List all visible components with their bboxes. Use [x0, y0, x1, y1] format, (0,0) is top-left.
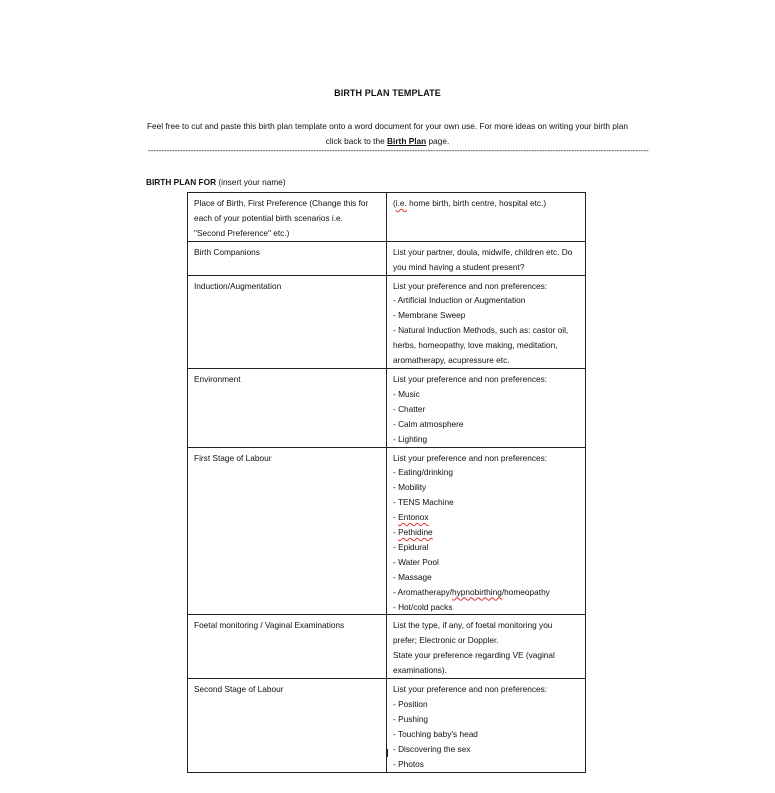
cell-line: - Membrane Sweep	[393, 310, 466, 321]
cell-line: List your partner, doula, midwife, children etc. Do	[393, 246, 573, 257]
cell-line: (i.e. home birth, birth centre, hospital etc.)	[393, 198, 547, 208]
cell-line: - Pethidine	[393, 527, 433, 538]
row-label-cell	[188, 679, 387, 772]
document-title: BIRTH PLAN TEMPLATE	[334, 88, 441, 98]
cell-line: examinations).	[393, 665, 447, 676]
cell-line: List your preference and non preferences:	[393, 684, 548, 695]
cell-line: prefer; Electronic or Doppler.	[393, 635, 499, 646]
peek-divider	[387, 749, 388, 757]
cell-line: you mind having a student present?	[393, 261, 525, 272]
cell-line: - Hot/cold packs	[393, 601, 453, 612]
cell-line: - Lighting	[393, 433, 428, 444]
table-row	[188, 679, 586, 772]
cell-line: - Pushing	[393, 713, 429, 724]
cell-line: First Stage of Labour	[194, 452, 272, 463]
dashed-divider: --------------------------------------------------------------------------------------------------------------------------------------------------------------------------------------------	[148, 146, 649, 155]
plan-for-hint: (insert your name)	[216, 177, 286, 187]
cell-line: Environment	[194, 373, 241, 384]
row-label-cell	[188, 447, 387, 615]
birth-plan-for-heading	[146, 177, 286, 187]
intro-paragraph	[140, 119, 635, 149]
cell-line: List your preference and non preferences:	[393, 452, 548, 463]
row-label-cell	[188, 615, 387, 679]
row-detail-cell	[387, 679, 586, 772]
intro-suffix: page.	[426, 136, 450, 146]
plan-for-label: BIRTH PLAN FOR	[146, 177, 217, 187]
cell-line: List your preference and non preferences:	[393, 280, 548, 291]
table-row	[188, 368, 586, 447]
cell-line: - Music	[393, 388, 420, 399]
row-detail-cell	[387, 275, 586, 368]
cell-line: List the type, if any, of foetal monitoring you	[393, 620, 553, 631]
cell-line: - Calm atmosphere	[393, 418, 464, 429]
cell-line: - Discovering the sex	[393, 743, 471, 754]
cell-line: Foetal monitoring / Vaginal Examinations	[194, 620, 345, 631]
birth-plan-link[interactable]: Birth Plan	[387, 136, 427, 146]
cell-line: - Touching baby's head	[393, 728, 478, 739]
cell-line: List your preference and non preferences:	[393, 373, 548, 384]
cell-line: - Eating/drinking	[393, 467, 453, 478]
cell-line: - Position	[393, 699, 428, 709]
row-label-cell	[188, 275, 387, 368]
cell-line: - Aromatherapy/hypnobirthing/homeopathy	[393, 586, 550, 597]
cell-line: Place of Birth, First Preference (Change this for	[194, 198, 369, 208]
row-label-cell	[188, 368, 387, 447]
table-row	[188, 275, 586, 368]
cell-line: - TENS Machine	[393, 497, 454, 508]
intro-text: Feel free to cut and paste this birth plan template onto a word document for your own use. For more ideas on writing your birth plan click back to the	[146, 121, 628, 146]
cell-line: - Water Pool	[393, 556, 439, 567]
cell-line: - Natural Induction Methods, such as: castor oil,	[393, 325, 569, 336]
cell-line: "Second Preference" etc.)	[194, 227, 290, 238]
cell-line: aromatherapy, acupressure etc.	[393, 355, 510, 366]
table-row	[188, 447, 586, 615]
birth-plan-table	[187, 192, 586, 773]
cell-line: - Epidural	[393, 541, 429, 552]
table-row	[188, 615, 586, 679]
row-detail-cell	[387, 615, 586, 679]
cell-line: - Massage	[393, 571, 432, 582]
cell-line: - Artificial Induction or Augmentation	[393, 295, 526, 306]
next-row-peek	[187, 749, 586, 757]
row-label-cell	[188, 241, 387, 275]
cell-line: Induction/Augmentation	[194, 280, 282, 291]
row-detail-cell	[387, 193, 586, 242]
table-row	[188, 193, 586, 242]
row-detail-cell	[387, 241, 586, 275]
cell-line: - Photos	[393, 758, 424, 769]
row-detail-cell	[387, 447, 586, 615]
cell-line: - Chatter	[393, 403, 426, 414]
cell-line: - Entonox	[393, 512, 429, 523]
cell-line: State your preference regarding VE (vaginal	[393, 650, 555, 661]
cell-line: Second Stage of Labour	[194, 684, 284, 695]
cell-line: Birth Companions	[194, 246, 260, 257]
row-detail-cell	[387, 368, 586, 447]
cell-line: herbs, homeopathy, love making, meditation,	[393, 340, 558, 351]
row-label-cell	[188, 193, 387, 242]
cell-line: each of your potential birth scenarios i.e.	[194, 212, 343, 223]
table-row	[188, 241, 586, 275]
cell-line: - Mobility	[393, 482, 427, 493]
